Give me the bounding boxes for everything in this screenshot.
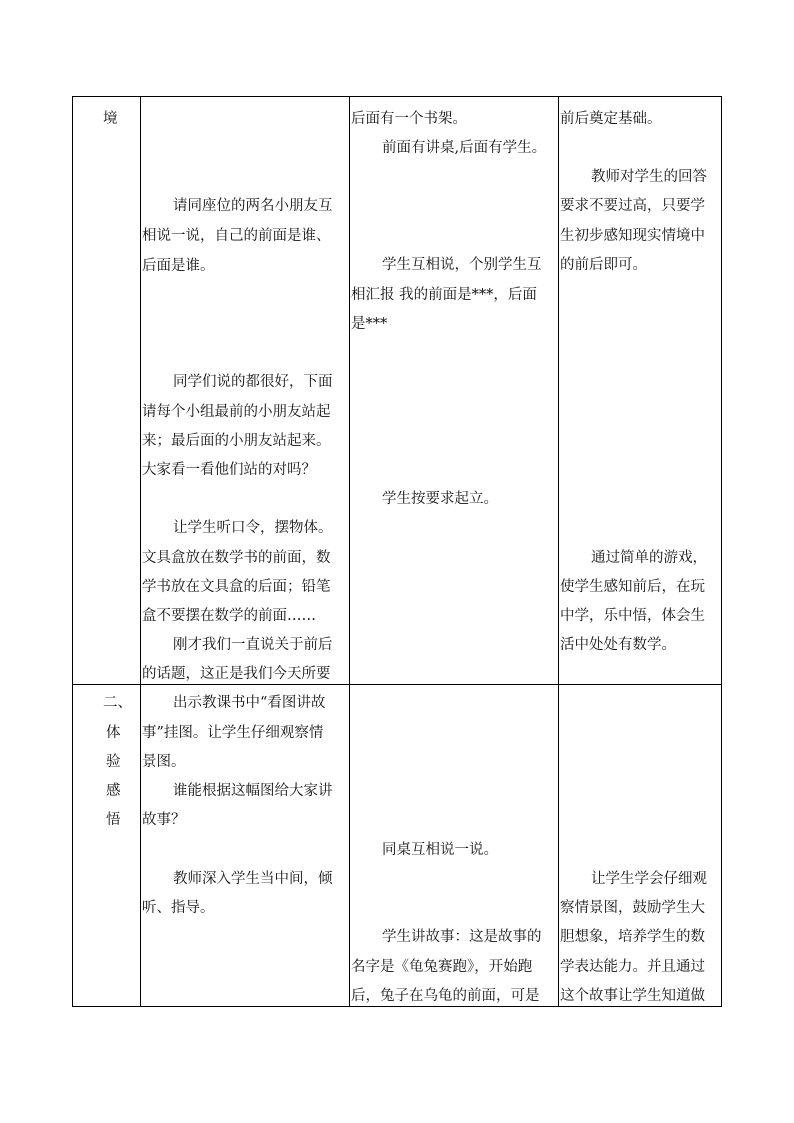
stage-label: 验: [106, 754, 121, 770]
stage-label: 感: [106, 783, 121, 799]
teacher-activity-line: 听、指导。: [142, 900, 215, 916]
design-intent-line: 学表达能力。并且通过: [560, 959, 705, 975]
teacher-activity-line: 出示教课书中“看图讲故: [173, 695, 326, 711]
design-intent-line: 中学，乐中悟，体会生: [560, 608, 705, 624]
teacher-activity-line: 故事？: [142, 812, 186, 828]
student-activity-line: 名字是《龟兔赛跑》，开始跑: [351, 959, 533, 975]
teacher-activity-line: 请同座位的两名小朋友互: [173, 198, 333, 214]
design-intent-line: 察情景图，鼓励学生大: [560, 900, 705, 916]
teacher-activity-line: 相说一说，自己的前面是谁、: [142, 228, 331, 244]
column-divider: [349, 97, 350, 1006]
design-intent-line: 使学生感知前后，在玩: [560, 579, 705, 595]
teacher-activity-line: 同学们说的都很好，下面: [173, 374, 333, 390]
lesson-plan-table: [72, 96, 722, 1007]
design-intent-line: 活中处处有数学。: [560, 637, 676, 653]
teacher-activity-line: 的话题，这正是我们今天所要: [142, 666, 331, 682]
design-intent-line: 让学生学会仔细观: [591, 871, 707, 887]
stage-label: 悟: [106, 812, 121, 828]
design-intent-line: 前后奠定基础。: [560, 111, 662, 127]
student-activity-line: 前面有讲桌,后面有学生。: [382, 140, 547, 156]
teacher-activity-line: 盒不要摆在数学的前面……: [142, 608, 316, 624]
teacher-activity-line: 让学生听口令，摆物体。: [173, 520, 333, 536]
student-activity-line: 是***: [351, 316, 388, 332]
design-intent-line: 要求不要过高，只要学: [560, 198, 705, 214]
student-activity-line: 学生讲故事：这是故事的: [382, 929, 542, 945]
teacher-activity-line: 学书放在文具盒的后面；铅笔: [142, 579, 331, 595]
student-activity-line: 后面有一个书架。: [351, 111, 467, 127]
stage-label: 境: [103, 111, 118, 127]
design-intent-line: 胆想象，培养学生的数: [560, 929, 705, 945]
design-intent-line: 的前后即可。: [560, 257, 647, 273]
teacher-activity-line: 教师深入学生当中间，倾: [173, 871, 333, 887]
column-divider: [558, 97, 559, 1006]
student-activity-line: 同桌互相说一说。: [382, 842, 498, 858]
design-intent-line: 通过简单的游戏，: [591, 550, 707, 566]
teacher-activity-line: 请每个小组最前的小朋友站起: [142, 404, 331, 420]
stage-label: 体: [106, 725, 121, 741]
row-divider: [73, 684, 721, 685]
student-activity-line: 相汇报 我的前面是***，后面: [351, 287, 537, 303]
student-activity-line: 学生按要求起立。: [382, 491, 498, 507]
teacher-activity-line: 大家看一看他们站的对吗？: [142, 462, 316, 478]
teacher-activity-line: 来；最后面的小朋友站起来。: [142, 433, 331, 449]
teacher-activity-line: 谁能根据这幅图给大家讲: [173, 783, 333, 799]
design-intent-line: 教师对学生的回答: [591, 169, 707, 185]
design-intent-line: 这个故事让学生知道做: [560, 988, 705, 1004]
student-activity-line: 学生互相说，个别学生互: [382, 257, 542, 273]
teacher-activity-line: 景图。: [142, 754, 186, 770]
teacher-activity-line: 文具盒放在数学书的前面，数: [142, 550, 331, 566]
column-divider: [140, 97, 141, 1006]
design-intent-line: 生初步感知现实情境中: [560, 228, 705, 244]
teacher-activity-line: 后面是谁。: [142, 258, 215, 274]
teacher-activity-line: 事”挂图。让学生仔细观察情: [142, 725, 324, 741]
teacher-activity-line: 刚才我们一直说关于前后: [173, 637, 333, 653]
student-activity-line: 后，兔子在乌龟的前面，可是: [351, 988, 540, 1004]
stage-label: 二、: [103, 695, 132, 711]
